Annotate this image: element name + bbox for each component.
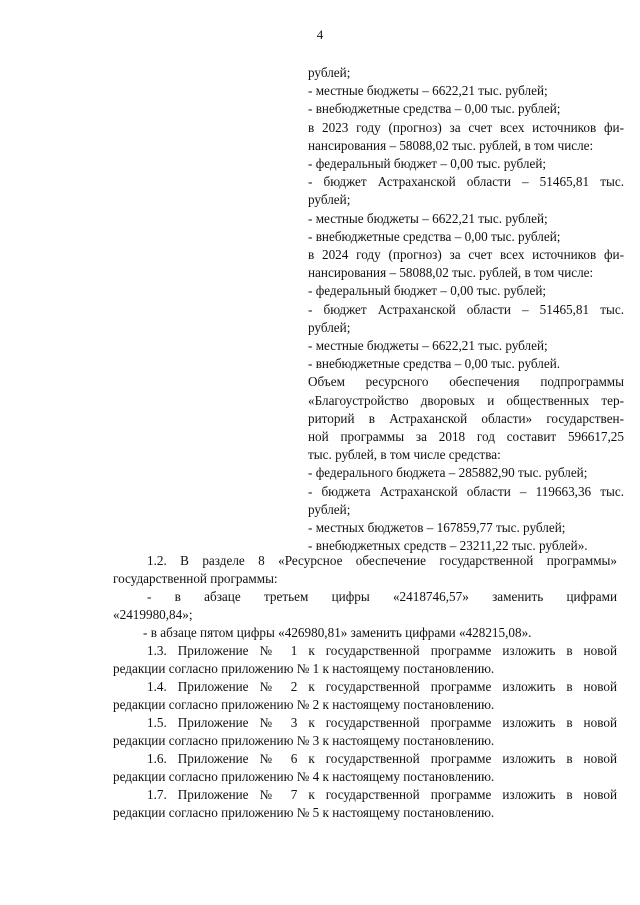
text-line: «Благоустройство дворовых и общественных тер- <box>308 392 624 408</box>
text-line: 1.7. Приложение № 7 к государственной программе изложить в новой <box>147 787 617 802</box>
text-line: - в абзаце третьем цифры «2418746,57» заменить цифрами <box>147 589 617 604</box>
text-line: - внебюджетные средства – 0,00 тыс. рублей; <box>308 101 561 117</box>
text-line: нансирования – 58088,02 тыс. рублей, в том числе: <box>308 265 594 281</box>
text-line: в 2023 году (прогноз) за счет всех источников фи- <box>308 119 624 135</box>
text-line: - местные бюджеты – 6622,21 тыс. рублей; <box>308 210 548 226</box>
text-line: - федерального бюджета – 285882,90 тыс. рублей; <box>308 465 588 481</box>
text-line: 1.4. Приложение № 2 к государственной программе изложить в новой <box>147 679 617 694</box>
text-line: - местные бюджеты – 6622,21 тыс. рублей; <box>308 83 548 99</box>
amendments-body <box>113 552 617 822</box>
text-line: 1.6. Приложение № 6 к государственной программе изложить в новой <box>147 751 617 766</box>
text-line: 1.5. Приложение № 3 к государственной программе изложить в новой <box>147 715 617 730</box>
text-line: «2419980,84»; <box>113 607 193 622</box>
text-line: нансирования – 58088,02 тыс. рублей, в том числе: <box>308 137 594 153</box>
resource-provision-column <box>308 64 624 555</box>
text-line: редакции согласно приложению № 2 к настоящему постановлению. <box>113 697 495 712</box>
text-line: риторий в Астраханской области» государствен- <box>308 410 624 426</box>
text-line: - внебюджетных средств – 23211,22 тыс. рублей». <box>308 538 588 554</box>
text-line: - в абзаце пятом цифры «426980,81» заменить цифрами «428215,08». <box>143 625 532 640</box>
text-line: - бюджета Астраханской области – 119663,36 тыс. <box>308 483 624 499</box>
text-line: - федеральный бюджет – 0,00 тыс. рублей; <box>308 156 547 172</box>
text-line: - местные бюджеты – 6622,21 тыс. рублей; <box>308 338 548 354</box>
text-line: 1.2. В разделе 8 «Ресурсное обеспечение государственной программы» <box>147 553 617 568</box>
text-line: редакции согласно приложению № 4 к настоящему постановлению. <box>113 769 495 784</box>
text-line: Объем ресурсного обеспечения подпрограммы <box>308 374 624 390</box>
text-line: - внебюджетные средства – 0,00 тыс. рублей; <box>308 228 561 244</box>
page-number: 4 <box>316 27 324 42</box>
text-line: 1.3. Приложение № 1 к государственной программе изложить в новой <box>147 643 617 658</box>
text-line: редакции согласно приложению № 5 к настоящему постановлению. <box>113 805 495 820</box>
text-line: редакции согласно приложению № 1 к настоящему постановлению. <box>113 661 495 676</box>
text-line: - бюджет Астраханской области – 51465,81 тыс. <box>308 174 624 190</box>
text-line: рублей; <box>308 501 351 517</box>
text-line: рублей; <box>308 65 351 80</box>
text-line: рублей; <box>308 192 351 208</box>
text-line: - внебюджетные средства – 0,00 тыс. рублей. <box>308 356 561 372</box>
text-line: - бюджет Астраханской области – 51465,81 тыс. <box>308 301 624 317</box>
text-line: государственной программы: <box>113 571 278 586</box>
text-line: ной программы за 2018 год составит 596617,25 <box>308 429 624 445</box>
text-line: - местных бюджетов – 167859,77 тыс. рублей; <box>308 520 566 536</box>
text-line: - федеральный бюджет – 0,00 тыс. рублей; <box>308 283 547 299</box>
text-line: редакции согласно приложению № 3 к настоящему постановлению. <box>113 733 495 748</box>
text-line: тыс. рублей, в том числе средства: <box>308 447 501 463</box>
text-line: рублей; <box>308 319 351 335</box>
text-line: в 2024 году (прогноз) за счет всех источников фи- <box>308 247 624 263</box>
